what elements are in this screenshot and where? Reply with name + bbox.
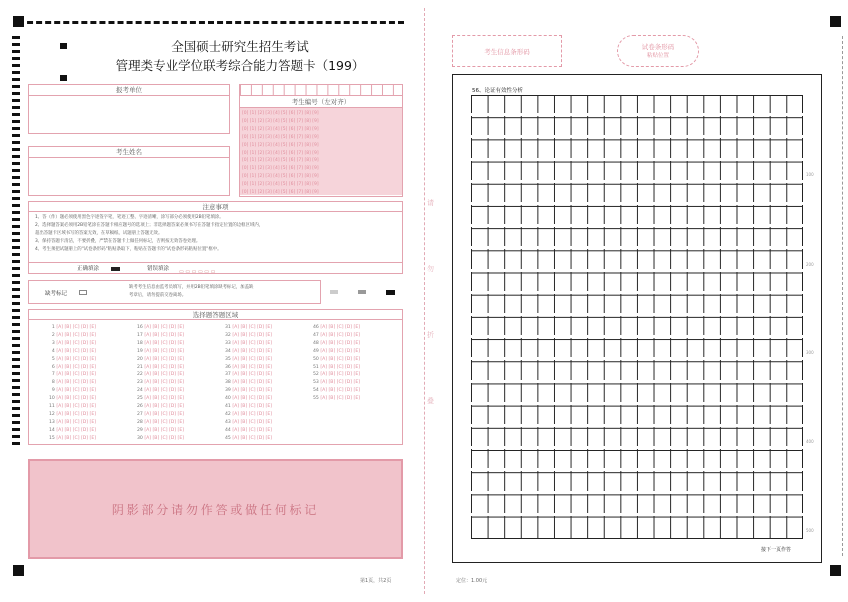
note-line: 超出答题卡区域书写的答案无效，在草稿纸、试题册上答题无效。	[35, 231, 163, 236]
choice-row[interactable]	[225, 387, 272, 395]
answer-options[interactable]: [A] [B] [C] [D] [E]	[56, 356, 97, 362]
note-line: 3、保持答题卡清洁，不要折叠，严禁在答题卡上做任何标记，否则按无效答卷处理。	[35, 239, 201, 244]
digit-bubble-row[interactable]: [0] [1] [2] [3] [4] [5] [6] [7] [8] [9]	[242, 190, 319, 195]
answer-options[interactable]: [A] [B] [C] [D] [E]	[56, 380, 97, 386]
answer-options[interactable]: [A] [B] [C] [D] [E]	[320, 380, 361, 386]
choice-row[interactable]	[313, 348, 360, 356]
grid-row-gap	[471, 513, 803, 516]
digit-bubble-row[interactable]: [0] [1] [2] [3] [4] [5] [6] [7] [8] [9]	[242, 126, 319, 132]
choice-row[interactable]	[49, 364, 96, 372]
fold-text: 勿	[427, 265, 434, 273]
question-number: 1	[49, 325, 57, 330]
answer-options[interactable]: [A] [B] [C] [D] [E]	[56, 325, 97, 330]
grid-row-gap	[471, 313, 803, 316]
question-number: 40	[225, 396, 233, 402]
right-dashed-border	[842, 36, 843, 556]
answer-options[interactable]: [A] [B] [C] [D] [E]	[232, 364, 273, 370]
exam-number-box[interactable]	[239, 84, 403, 197]
answer-options[interactable]: [A] [B] [C] [D] [E]	[320, 364, 361, 370]
name-box[interactable]	[28, 146, 230, 196]
question-number: 24	[137, 388, 145, 394]
answer-options[interactable]: [A] [B] [C] [D] [E]	[144, 427, 185, 433]
choice-row[interactable]	[313, 324, 360, 332]
answer-options[interactable]: [A] [B] [C] [D] [E]	[232, 372, 273, 378]
question-number: 12	[49, 411, 57, 417]
question-number: 2	[49, 332, 57, 338]
answer-options[interactable]: [A] [B] [C] [D] [E]	[232, 419, 273, 425]
answer-options[interactable]: [A] [B] [C] [D] [E]	[232, 380, 273, 386]
question-number: 46	[313, 325, 321, 330]
choice-row[interactable]	[225, 379, 272, 387]
choice-row[interactable]	[225, 435, 272, 443]
grid-row-gap	[471, 446, 803, 449]
digit-bubble-row[interactable]: [0] [1] [2] [3] [4] [5] [6] [7] [8] [9]	[242, 166, 319, 172]
choice-row[interactable]	[49, 371, 96, 379]
page-footer-right: 定位：1.00元	[456, 578, 488, 584]
question-number: 3	[49, 340, 57, 346]
question-number: 45	[225, 435, 233, 441]
timing-marks	[12, 36, 20, 446]
answer-options[interactable]: [A] [B] [C] [D] [E]	[144, 419, 185, 425]
choice-row[interactable]	[137, 403, 184, 411]
grid-row-gap	[471, 202, 803, 205]
page-subtitle: 管理类专业学位联考综合能力答题卡（199）	[115, 58, 365, 73]
grid-row-gap	[471, 158, 803, 161]
answer-options[interactable]: [A] [B] [C] [D] [E]	[232, 388, 273, 394]
grid-row-gap	[471, 468, 803, 471]
digit-bubble-row[interactable]: [0] [1] [2] [3] [4] [5] [6] [7] [8] [9]	[242, 174, 319, 180]
choice-row[interactable]	[225, 395, 272, 403]
choice-row[interactable]	[313, 379, 360, 387]
digit-bubble-row[interactable]: [0] [1] [2] [3] [4] [5] [6] [7] [8] [9]	[242, 134, 319, 140]
choice-columns[interactable]	[29, 320, 402, 444]
answer-options[interactable]: [A] [B] [C] [D] [E]	[144, 332, 185, 338]
grid-row-gap	[471, 135, 803, 138]
choice-row[interactable]	[137, 348, 184, 356]
choice-row[interactable]	[137, 427, 184, 435]
question-number: 4	[49, 348, 57, 354]
choice-area[interactable]	[28, 309, 403, 445]
grid-row-gap	[471, 491, 803, 494]
choice-row[interactable]	[313, 371, 360, 379]
paper-barcode-label: 试卷条形码	[641, 43, 675, 51]
choice-row[interactable]	[225, 332, 272, 340]
answer-options[interactable]: [A] [B] [C] [D] [E]	[144, 396, 185, 402]
answer-options[interactable]: [A] [B] [C] [D] [E]	[320, 356, 361, 362]
alignment-mark	[60, 75, 67, 81]
gray-mark	[358, 290, 366, 294]
answer-options[interactable]: [A] [B] [C] [D] [E]	[320, 340, 361, 346]
choice-row[interactable]	[313, 395, 360, 403]
digit-bubble-row[interactable]: [0] [1] [2] [3] [4] [5] [6] [7] [8] [9]	[242, 142, 319, 148]
answer-options[interactable]: [A] [B] [C] [D] [E]	[232, 340, 273, 346]
answer-options[interactable]: [A] [B] [C] [D] [E]	[320, 348, 361, 354]
answer-options[interactable]: [A] [B] [C] [D] [E]	[56, 435, 97, 441]
correct-fill-label: 正确填涂	[77, 266, 100, 272]
choice-row[interactable]	[137, 356, 184, 364]
choice-row[interactable]	[225, 348, 272, 356]
question-number: 13	[49, 419, 57, 425]
question-number: 33	[225, 340, 233, 346]
choice-row[interactable]	[49, 348, 96, 356]
note-line: 2、选择题答案必须用2B铅笔涂在答题卡相应题号的选项上；非选择题答案必须书写在答题卡指定位置的边框区域内，	[35, 223, 264, 228]
char-count-400: 400	[806, 439, 814, 444]
answer-options[interactable]: [A] [B] [C] [D] [E]	[56, 364, 97, 370]
absent-instructions-2: 考章后，请勿提前交卷离场。	[129, 293, 187, 298]
grid-row-gap	[471, 424, 803, 427]
absent-checkbox[interactable]	[79, 290, 87, 295]
choice-row[interactable]	[137, 379, 184, 387]
top-dashed-border	[18, 21, 404, 24]
choice-row[interactable]	[137, 364, 184, 372]
choice-row[interactable]	[49, 403, 96, 411]
question-number: 43	[225, 419, 233, 425]
choice-row[interactable]	[313, 340, 360, 348]
question-number: 15	[49, 435, 57, 441]
question-number: 35	[225, 356, 233, 362]
choice-row[interactable]	[225, 356, 272, 364]
choice-row[interactable]	[225, 371, 272, 379]
absent-box	[28, 280, 321, 304]
choice-column[interactable]	[137, 324, 184, 443]
question-number: 41	[225, 404, 233, 410]
choice-row[interactable]	[137, 387, 184, 395]
absent-instructions: 缺考考生信息由监考员填写，并用2B铅笔填涂缺考标记，加盖缺	[129, 285, 254, 290]
answer-options[interactable]: [A] [B] [C] [D] [E]	[320, 372, 361, 378]
choice-row[interactable]	[313, 387, 360, 395]
question-number: 9	[49, 388, 57, 394]
question-number: 29	[137, 427, 145, 433]
question-number: 44	[225, 427, 233, 433]
question-number: 55	[313, 396, 321, 402]
choice-row[interactable]	[225, 324, 272, 332]
question-number: 42	[225, 411, 233, 417]
choice-row[interactable]	[137, 419, 184, 427]
answer-options[interactable]: [A] [B] [C] [D] [E]	[56, 404, 97, 410]
choice-row[interactable]	[137, 411, 184, 419]
choice-row[interactable]	[137, 332, 184, 340]
question-number: 28	[137, 419, 145, 425]
question-number: 27	[137, 411, 145, 417]
choice-row[interactable]	[49, 411, 96, 419]
continue-note: 接下一页作答	[761, 547, 792, 553]
notes-box	[28, 201, 403, 274]
question-number: 34	[225, 348, 233, 354]
grid-row-gap	[471, 224, 803, 227]
candidate-barcode-box	[452, 35, 562, 67]
question-number: 47	[313, 332, 321, 338]
choice-row[interactable]	[225, 419, 272, 427]
answer-options[interactable]: [A] [B] [C] [D] [E]	[320, 325, 361, 330]
question-number: 20	[137, 356, 145, 362]
answer-options[interactable]: [A] [B] [C] [D] [E]	[56, 332, 97, 338]
choice-row[interactable]	[225, 403, 272, 411]
answer-options[interactable]: [A] [B] [C] [D] [E]	[320, 396, 361, 402]
exam-unit-box[interactable]	[28, 84, 230, 134]
question-number: 11	[49, 404, 57, 410]
grid-row-gap	[471, 180, 803, 183]
answer-options[interactable]: [A] [B] [C] [D] [E]	[56, 411, 97, 417]
choice-row[interactable]	[137, 324, 184, 332]
choice-heading: 选择题答题区域	[29, 310, 402, 320]
question-number: 22	[137, 372, 145, 378]
answer-options[interactable]: [A] [B] [C] [D] [E]	[144, 404, 185, 410]
question-number: 36	[225, 364, 233, 370]
question-number: 16	[137, 325, 145, 330]
answer-options[interactable]: [A] [B] [C] [D] [E]	[232, 356, 273, 362]
question-number: 17	[137, 332, 145, 338]
gray-mark	[330, 290, 338, 294]
answer-options[interactable]: [A] [B] [C] [D] [E]	[56, 419, 97, 425]
question-number: 26	[137, 404, 145, 410]
digit-bubble-row[interactable]: [0] [1] [2] [3] [4] [5] [6] [7] [8] [9]	[242, 150, 319, 156]
choice-row[interactable]	[225, 340, 272, 348]
char-count-200: 200	[806, 262, 814, 267]
choice-row[interactable]	[137, 340, 184, 348]
essay-writing-grid[interactable]	[471, 95, 803, 539]
answer-options[interactable]: [A] [B] [C] [D] [E]	[144, 356, 185, 362]
question-title: 56、论证有效性分析	[472, 88, 523, 94]
absent-label: 缺考标记	[45, 291, 68, 297]
answer-options[interactable]: [A] [B] [C] [D] [E]	[320, 332, 361, 338]
question-number: 31	[225, 325, 233, 330]
choice-column[interactable]	[225, 324, 272, 443]
answer-options[interactable]: [A] [B] [C] [D] [E]	[144, 388, 185, 394]
question-number: 38	[225, 380, 233, 386]
question-number: 39	[225, 388, 233, 394]
shaded-area	[28, 459, 403, 559]
paper-barcode-box	[617, 35, 699, 67]
answer-options[interactable]: [A] [B] [C] [D] [E]	[144, 380, 185, 386]
choice-row[interactable]	[49, 435, 96, 443]
choice-row[interactable]	[49, 340, 96, 348]
choice-row[interactable]	[137, 371, 184, 379]
shaded-notice: 阴影部分请勿作答或做任何标记	[111, 502, 320, 517]
choice-column[interactable]	[313, 324, 360, 403]
alignment-mark	[13, 565, 24, 576]
question-number: 30	[137, 435, 145, 441]
alignment-mark	[830, 565, 841, 576]
answer-options[interactable]: [A] [B] [C] [D] [E]	[232, 325, 273, 330]
question-number: 6	[49, 364, 57, 370]
question-number: 23	[137, 380, 145, 386]
black-mark	[386, 290, 395, 295]
choice-row[interactable]	[49, 332, 96, 340]
digit-bubble-row[interactable]: [0] [1] [2] [3] [4] [5] [6] [7] [8] [9]	[242, 158, 319, 164]
question-number: 25	[137, 396, 145, 402]
question-number: 21	[137, 364, 145, 370]
choice-row[interactable]	[49, 395, 96, 403]
answer-options[interactable]: [A] [B] [C] [D] [E]	[232, 332, 273, 338]
answer-options[interactable]: [A] [B] [C] [D] [E]	[232, 404, 273, 410]
choice-row[interactable]	[49, 379, 96, 387]
note-line: 4、考生须把试题册上的"试卷条形码"粘贴条取下，粘贴在答题卡的"试卷条形码粘贴位置"框中。	[35, 247, 222, 252]
exam-number-write-cells[interactable]	[240, 85, 402, 96]
exam-unit-label: 报考单位	[29, 85, 229, 96]
choice-row[interactable]	[313, 356, 360, 364]
question-number: 10	[49, 396, 57, 402]
question-number: 48	[313, 340, 321, 346]
page-footer-left: 第1页，共2页	[360, 578, 392, 584]
answer-options[interactable]: [A] [B] [C] [D] [E]	[144, 325, 185, 330]
answer-options[interactable]: [A] [B] [C] [D] [E]	[232, 348, 273, 354]
question-number: 8	[49, 380, 57, 386]
question-number: 53	[313, 380, 321, 386]
answer-options[interactable]: [A] [B] [C] [D] [E]	[320, 388, 361, 394]
digit-bubble-row[interactable]: [0] [1] [2] [3] [4] [5] [6] [7] [8] [9]	[242, 111, 319, 116]
answer-options[interactable]: [A] [B] [C] [D] [E]	[232, 396, 273, 402]
paper-barcode-sublabel: 粘贴位置	[646, 53, 669, 59]
choice-row[interactable]	[225, 427, 272, 435]
question-number: 50	[313, 356, 321, 362]
alignment-mark	[830, 16, 841, 27]
question-number: 51	[313, 364, 321, 370]
choice-row[interactable]	[49, 324, 96, 332]
digit-bubble-rows[interactable]	[242, 110, 400, 195]
choice-row[interactable]	[49, 356, 96, 364]
grid-row-gap	[471, 269, 803, 272]
fold-line	[424, 8, 425, 594]
choice-column[interactable]	[49, 324, 96, 443]
answer-options[interactable]: [A] [B] [C] [D] [E]	[232, 427, 273, 433]
answer-options[interactable]: [A] [B] [C] [D] [E]	[144, 372, 185, 378]
answer-options[interactable]: [A] [B] [C] [D] [E]	[56, 388, 97, 394]
char-count-500: 500	[806, 528, 814, 533]
grid-row-gap	[471, 113, 803, 116]
choice-row[interactable]	[225, 411, 272, 419]
name-label: 考生姓名	[29, 147, 229, 158]
question-number: 7	[49, 372, 57, 378]
grid-row-gap	[471, 335, 803, 338]
answer-options[interactable]: [A] [B] [C] [D] [E]	[144, 340, 185, 346]
wrong-fill-label: 错误填涂	[147, 266, 170, 272]
choice-row[interactable]	[313, 332, 360, 340]
digit-bubble-row[interactable]: [0] [1] [2] [3] [4] [5] [6] [7] [8] [9]	[242, 182, 319, 188]
question-number: 52	[313, 372, 321, 378]
choice-row[interactable]	[225, 364, 272, 372]
char-count-300: 300	[806, 350, 814, 355]
answer-options[interactable]: [A] [B] [C] [D] [E]	[144, 364, 185, 370]
answer-options[interactable]: [A] [B] [C] [D] [E]	[144, 411, 185, 417]
notes-heading: 注意事项	[29, 202, 402, 212]
answer-options[interactable]: [A] [B] [C] [D] [E]	[56, 348, 97, 354]
grid-row-gap	[471, 402, 803, 405]
answer-options[interactable]: [A] [B] [C] [D] [E]	[56, 372, 97, 378]
fold-text: 折	[427, 331, 434, 339]
question-number: 49	[313, 348, 321, 354]
answer-options[interactable]: [A] [B] [C] [D] [E]	[144, 348, 185, 354]
choice-row[interactable]	[313, 364, 360, 372]
answer-options[interactable]: [A] [B] [C] [D] [E]	[56, 427, 97, 433]
grid-row-gap	[471, 357, 803, 360]
answer-options[interactable]: [A] [B] [C] [D] [E]	[232, 411, 273, 417]
exam-number-bubbles[interactable]	[240, 108, 402, 195]
exam-number-label: 考生编号（左对齐）	[240, 96, 402, 108]
fold-text: 请	[427, 199, 434, 207]
grid-row-gap	[471, 246, 803, 249]
grid-row-gap	[471, 291, 803, 294]
char-count-100: 100	[806, 172, 814, 177]
grid-row-gap	[471, 380, 803, 383]
page-title: 全国硕士研究生招生考试	[171, 39, 309, 54]
question-number: 37	[225, 372, 233, 378]
note-line: 1、答（作）题必须使用黑色字迹签字笔，笔迹工整、字迹清晰，涂写部分必须使用2B铅笔填涂。	[35, 215, 224, 220]
answer-options[interactable]: [A] [B] [C] [D] [E]	[56, 340, 97, 346]
choice-row[interactable]	[137, 395, 184, 403]
choice-row[interactable]	[49, 387, 96, 395]
question-number: 54	[313, 388, 321, 394]
answer-options[interactable]: [A] [B] [C] [D] [E]	[56, 396, 97, 402]
question-number: 18	[137, 340, 145, 346]
choice-row[interactable]	[49, 419, 96, 427]
question-number: 5	[49, 356, 57, 362]
digit-bubble-row[interactable]: [0] [1] [2] [3] [4] [5] [6] [7] [8] [9]	[242, 118, 319, 124]
choice-row[interactable]	[137, 435, 184, 443]
question-number: 19	[137, 348, 145, 354]
correct-fill-example	[111, 267, 120, 271]
question-number: 32	[225, 332, 233, 338]
fold-text: 叠	[427, 397, 434, 405]
choice-row[interactable]	[49, 427, 96, 435]
question-number: 14	[49, 427, 57, 433]
answer-options[interactable]: [A] [B] [C] [D] [E]	[144, 435, 185, 441]
candidate-barcode-label: 考生信息条形码	[484, 47, 530, 56]
answer-options[interactable]: [A] [B] [C] [D] [E]	[232, 435, 273, 441]
wrong-fill-examples: ▭ ▭ ▭ ▭ ▭ ▭	[179, 269, 216, 275]
